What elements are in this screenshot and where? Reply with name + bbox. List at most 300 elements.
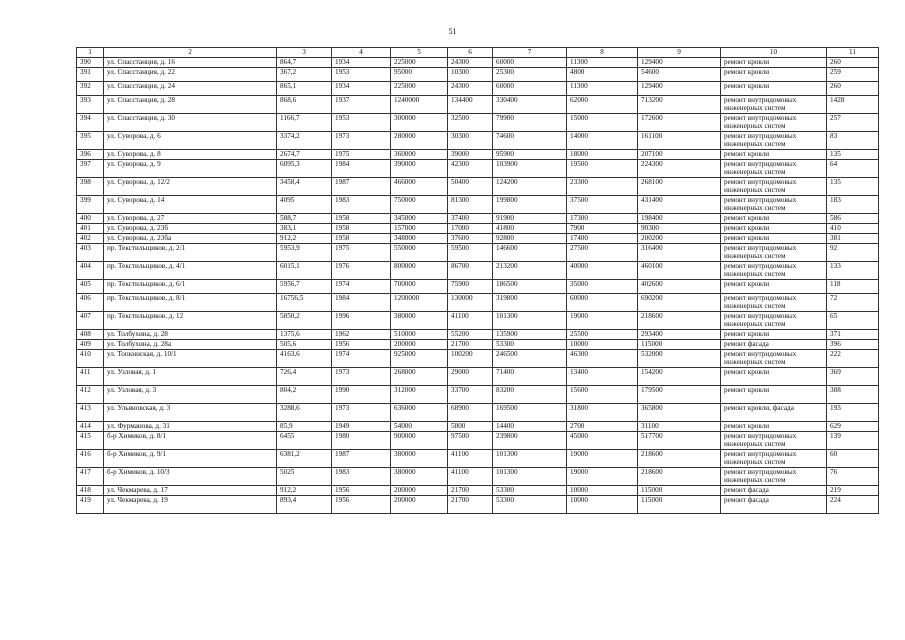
table-row <box>77 386 879 404</box>
unit-cost-cell: 410 <box>827 224 879 234</box>
table-row <box>77 262 879 280</box>
cost-col7-cell: 95900 <box>493 150 567 160</box>
total-cost-cell: 280000 <box>391 132 448 150</box>
cost-col6-cell: 130000 <box>448 294 493 312</box>
cost-col8-cell: 27500 <box>567 244 638 262</box>
cost-col8-cell: 31800 <box>567 404 638 422</box>
cost-col7-cell: 135900 <box>493 330 567 340</box>
cost-col8-cell: 19000 <box>567 312 638 330</box>
work-type-cell: ремонт внутридомовых инженерных систем <box>721 432 827 450</box>
cost-col8-cell: 7900 <box>567 224 638 234</box>
unit-cost-cell: 183 <box>827 196 879 214</box>
area-cell: 5953,9 <box>277 244 332 262</box>
address-cell: пр. Текстильщиков, д. 4/1 <box>104 262 277 280</box>
cost-col7-cell: 146600 <box>493 244 567 262</box>
cost-col8-cell: 35000 <box>567 280 638 294</box>
cost-col6-cell: 29000 <box>448 368 493 386</box>
cost-col7-cell: 213200 <box>493 262 567 280</box>
year-cell: 1956 <box>332 496 391 514</box>
work-type-cell: ремонт внутридомовых инженерных систем <box>721 114 827 132</box>
total-cost-cell: 300000 <box>391 114 448 132</box>
area-cell: 912,2 <box>277 234 332 244</box>
cost-col6-cell: 134400 <box>448 96 493 114</box>
table-row <box>77 468 879 486</box>
address-cell: ул. Чекмарева, д. 19 <box>104 496 277 514</box>
cost-col7-cell: 60000 <box>493 82 567 96</box>
area-cell: 4095 <box>277 196 332 214</box>
cost-col8-cell: 10000 <box>567 496 638 514</box>
work-type-cell: ремонт внутридомовых инженерных систем <box>721 468 827 486</box>
work-type-cell: ремонт внутридомовых инженерных систем <box>721 132 827 150</box>
cost-col6-cell: 21700 <box>448 340 493 350</box>
table-row <box>77 404 879 422</box>
year-cell: 1937 <box>332 96 391 114</box>
row-number-cell: 407 <box>77 312 104 330</box>
work-type-cell: ремонт фасада <box>721 496 827 514</box>
table-row <box>77 350 879 368</box>
address-cell: пр. Текстильщиков, д. 8/1 <box>104 294 277 312</box>
area-cell: 2674,7 <box>277 150 332 160</box>
work-type-cell: ремонт кровли <box>721 68 827 82</box>
total-cost-cell: 700000 <box>391 280 448 294</box>
total-cost-cell: 390000 <box>391 160 448 178</box>
table-row <box>77 150 879 160</box>
address-cell: ул. Суворова, д. 6 <box>104 132 277 150</box>
cost-col9-cell: 154200 <box>638 368 721 386</box>
unit-cost-cell: 135 <box>827 178 879 196</box>
cost-col7-cell: 53300 <box>493 486 567 496</box>
work-type-cell: ремонт внутридомовых инженерных систем <box>721 294 827 312</box>
unit-cost-cell: 388 <box>827 386 879 404</box>
work-type-cell: ремонт внутридомовых инженерных систем <box>721 244 827 262</box>
cost-col7-cell: 25300 <box>493 68 567 82</box>
cost-col9-cell: 713200 <box>638 96 721 114</box>
year-cell: 1958 <box>332 234 391 244</box>
cost-col8-cell: 14000 <box>567 132 638 150</box>
unit-cost-cell: 369 <box>827 368 879 386</box>
cost-col7-cell: 186500 <box>493 280 567 294</box>
area-cell: 804,2 <box>277 386 332 404</box>
area-cell: 85,9 <box>277 422 332 432</box>
cost-col8-cell: 62000 <box>567 96 638 114</box>
work-type-cell: ремонт кровли <box>721 224 827 234</box>
area-cell: 5850,2 <box>277 312 332 330</box>
cost-col7-cell: 74600 <box>493 132 567 150</box>
row-number-cell: 399 <box>77 196 104 214</box>
area-cell: 864,7 <box>277 58 332 68</box>
area-cell: 3458,4 <box>277 178 332 196</box>
table-row <box>77 294 879 312</box>
area-cell: 5025 <box>277 468 332 486</box>
table-row <box>77 214 879 224</box>
cost-col6-cell: 5800 <box>448 422 493 432</box>
cost-col6-cell: 21700 <box>448 496 493 514</box>
year-cell: 1949 <box>332 422 391 432</box>
cost-col8-cell: 11300 <box>567 58 638 68</box>
year-cell: 1962 <box>332 330 391 340</box>
total-cost-cell: 925000 <box>391 350 448 368</box>
address-cell: ул. Суворова, д. 9 <box>104 160 277 178</box>
table-row <box>77 196 879 214</box>
cost-col6-cell: 32500 <box>448 114 493 132</box>
row-number-cell: 412 <box>77 386 104 404</box>
unit-cost-cell: 1428 <box>827 96 879 114</box>
cost-col9-cell: 198400 <box>638 214 721 224</box>
row-number-cell: 394 <box>77 114 104 132</box>
total-cost-cell: 54000 <box>391 422 448 432</box>
row-number-cell: 398 <box>77 178 104 196</box>
cost-col8-cell: 19000 <box>567 450 638 468</box>
area-cell: 1166,7 <box>277 114 332 132</box>
cost-col7-cell: 60000 <box>493 58 567 68</box>
total-cost-cell: 95000 <box>391 68 448 82</box>
total-cost-cell: 225000 <box>391 82 448 96</box>
cost-col8-cell: 25500 <box>567 330 638 340</box>
cost-col6-cell: 24300 <box>448 82 493 96</box>
table-row <box>77 432 879 450</box>
cost-col8-cell: 23300 <box>567 178 638 196</box>
work-type-cell: ремонт фасада <box>721 486 827 496</box>
year-cell: 1953 <box>332 68 391 82</box>
cost-col7-cell: 246500 <box>493 350 567 368</box>
total-cost-cell: 200000 <box>391 496 448 514</box>
year-cell: 1973 <box>332 132 391 150</box>
address-cell: б-р Химиков, д. 9/1 <box>104 450 277 468</box>
cost-col9-cell: 365800 <box>638 404 721 422</box>
total-cost-cell: 800000 <box>391 262 448 280</box>
total-cost-cell: 550000 <box>391 244 448 262</box>
total-cost-cell: 636000 <box>391 404 448 422</box>
table-row <box>77 486 879 496</box>
cost-col7-cell: 83200 <box>493 386 567 404</box>
unit-cost-cell: 260 <box>827 58 879 68</box>
cost-col7-cell: 169500 <box>493 404 567 422</box>
cost-col6-cell: 100200 <box>448 350 493 368</box>
year-cell: 1934 <box>332 82 391 96</box>
address-cell: ул. Суворова, д. 12/2 <box>104 178 277 196</box>
address-cell: ул. Толбухина, д. 28 <box>104 330 277 340</box>
cost-col6-cell: 68900 <box>448 404 493 422</box>
year-cell: 1990 <box>332 386 391 404</box>
work-type-cell: ремонт внутридомовых инженерных систем <box>721 160 827 178</box>
cost-col6-cell: 59500 <box>448 244 493 262</box>
table-row <box>77 244 879 262</box>
cost-col6-cell: 24300 <box>448 58 493 68</box>
cost-col9-cell: 172600 <box>638 114 721 132</box>
total-cost-cell: 380000 <box>391 468 448 486</box>
row-number-cell: 414 <box>77 422 104 432</box>
table-row <box>77 280 879 294</box>
address-cell: ул. Узловая, д. 3 <box>104 386 277 404</box>
cost-col7-cell: 14400 <box>493 422 567 432</box>
cost-col9-cell: 179500 <box>638 386 721 404</box>
year-cell: 1953 <box>332 114 391 132</box>
cost-col9-cell: 218600 <box>638 450 721 468</box>
work-type-cell: ремонт кровли <box>721 422 827 432</box>
year-cell: 1956 <box>332 340 391 350</box>
column-number: 1 <box>77 48 104 58</box>
unit-cost-cell: 65 <box>827 312 879 330</box>
total-cost-cell: 510000 <box>391 330 448 340</box>
cost-col9-cell: 90300 <box>638 224 721 234</box>
address-cell: ул. Топкинская, д. 10/1 <box>104 350 277 368</box>
unit-cost-cell: 257 <box>827 114 879 132</box>
cost-col9-cell: 224300 <box>638 160 721 178</box>
year-cell: 1983 <box>332 468 391 486</box>
table-row <box>77 450 879 468</box>
row-number-cell: 411 <box>77 368 104 386</box>
cost-col6-cell: 41100 <box>448 450 493 468</box>
work-type-cell: ремонт внутридомовых инженерных систем <box>721 196 827 214</box>
year-cell: 1976 <box>332 262 391 280</box>
table-row <box>77 114 879 132</box>
work-type-cell: ремонт кровли <box>721 214 827 224</box>
column-number: 7 <box>493 48 567 58</box>
cost-col7-cell: 101300 <box>493 450 567 468</box>
address-cell: ул. Спасстанция, д. 30 <box>104 114 277 132</box>
cost-col9-cell: 115000 <box>638 496 721 514</box>
column-number: 6 <box>448 48 493 58</box>
cost-col9-cell: 129400 <box>638 58 721 68</box>
cost-col9-cell: 218600 <box>638 468 721 486</box>
year-cell: 1987 <box>332 450 391 468</box>
column-number: 5 <box>391 48 448 58</box>
work-type-cell: ремонт кровли <box>721 280 827 294</box>
cost-col7-cell: 71400 <box>493 368 567 386</box>
cost-col8-cell: 13400 <box>567 368 638 386</box>
unit-cost-cell: 396 <box>827 340 879 350</box>
cost-col7-cell: 79900 <box>493 114 567 132</box>
unit-cost-cell: 222 <box>827 350 879 368</box>
column-number: 9 <box>638 48 721 58</box>
column-number: 10 <box>721 48 827 58</box>
cost-col6-cell: 10300 <box>448 68 493 82</box>
work-type-cell: ремонт внутридомовых инженерных систем <box>721 178 827 196</box>
address-cell: б-р Химиков, д. 10/3 <box>104 468 277 486</box>
table-row <box>77 234 879 244</box>
cost-col9-cell: 517700 <box>638 432 721 450</box>
year-cell: 1996 <box>332 312 391 330</box>
unit-cost-cell: 224 <box>827 496 879 514</box>
row-number-cell: 417 <box>77 468 104 486</box>
cost-col6-cell: 30300 <box>448 132 493 150</box>
cost-col9-cell: 690200 <box>638 294 721 312</box>
unit-cost-cell: 92 <box>827 244 879 262</box>
area-cell: 505,6 <box>277 340 332 350</box>
cost-col9-cell: 200200 <box>638 234 721 244</box>
address-cell: б-р Химиков, д. 8/1 <box>104 432 277 450</box>
cost-col9-cell: 207100 <box>638 150 721 160</box>
total-cost-cell: 348000 <box>391 234 448 244</box>
work-type-cell: ремонт кровли <box>721 82 827 96</box>
area-cell: 912,2 <box>277 486 332 496</box>
cost-col7-cell: 124200 <box>493 178 567 196</box>
unit-cost-cell: 193 <box>827 404 879 422</box>
area-cell: 6381,2 <box>277 450 332 468</box>
work-type-cell: ремонт кровли <box>721 368 827 386</box>
area-cell: 868,6 <box>277 96 332 114</box>
row-number-cell: 395 <box>77 132 104 150</box>
unit-cost-cell: 219 <box>827 486 879 496</box>
cost-col6-cell: 86700 <box>448 262 493 280</box>
cost-col6-cell: 21700 <box>448 486 493 496</box>
cost-col8-cell: 40000 <box>567 262 638 280</box>
row-number-cell: 409 <box>77 340 104 350</box>
address-cell: ул. Чекмарева, д. 17 <box>104 486 277 496</box>
cost-col8-cell: 45000 <box>567 432 638 450</box>
table-row <box>77 178 879 196</box>
year-cell: 1980 <box>332 432 391 450</box>
address-cell: ул. Фурманова, д. 31 <box>104 422 277 432</box>
total-cost-cell: 1240000 <box>391 96 448 114</box>
unit-cost-cell: 259 <box>827 68 879 82</box>
address-cell: ул. Спасстанция, д. 22 <box>104 68 277 82</box>
total-cost-cell: 360000 <box>391 150 448 160</box>
total-cost-cell: 345000 <box>391 214 448 224</box>
row-number-cell: 401 <box>77 224 104 234</box>
cost-col8-cell: 18000 <box>567 150 638 160</box>
cost-col9-cell: 54600 <box>638 68 721 82</box>
cost-col7-cell: 101300 <box>493 312 567 330</box>
year-cell: 1987 <box>332 178 391 196</box>
work-type-cell: ремонт внутридомовых инженерных систем <box>721 96 827 114</box>
area-cell: 6095,3 <box>277 160 332 178</box>
address-cell: ул. Суворова, д. 27 <box>104 214 277 224</box>
work-type-cell: ремонт кровли <box>721 330 827 340</box>
table-row <box>77 312 879 330</box>
address-cell: ул. Ульяновская, д. 3 <box>104 404 277 422</box>
address-cell: ул. Суворова, д. 8 <box>104 150 277 160</box>
year-cell: 1958 <box>332 224 391 234</box>
year-cell: 1956 <box>332 486 391 496</box>
row-number-cell: 393 <box>77 96 104 114</box>
area-cell: 16756,5 <box>277 294 332 312</box>
row-number-cell: 404 <box>77 262 104 280</box>
total-cost-cell: 200000 <box>391 486 448 496</box>
table-row <box>77 368 879 386</box>
cost-col6-cell: 41100 <box>448 468 493 486</box>
table-row <box>77 224 879 234</box>
table-row <box>77 58 879 68</box>
work-type-cell: ремонт кровли <box>721 234 827 244</box>
cost-col6-cell: 97500 <box>448 432 493 450</box>
unit-cost-cell: 629 <box>827 422 879 432</box>
row-number-cell: 390 <box>77 58 104 68</box>
cost-col9-cell: 268100 <box>638 178 721 196</box>
work-type-cell: ремонт внутридомовых инженерных систем <box>721 450 827 468</box>
repair-table <box>76 47 879 514</box>
work-type-cell: ремонт внутридомовых инженерных систем <box>721 312 827 330</box>
area-cell: 865,1 <box>277 82 332 96</box>
work-type-cell: ремонт внутридомовых инженерных систем <box>721 262 827 280</box>
row-number-cell: 400 <box>77 214 104 224</box>
cost-col8-cell: 10000 <box>567 486 638 496</box>
cost-col9-cell: 218600 <box>638 312 721 330</box>
table-row <box>77 160 879 178</box>
year-cell: 1973 <box>332 368 391 386</box>
area-cell: 6455 <box>277 432 332 450</box>
unit-cost-cell: 72 <box>827 294 879 312</box>
cost-col7-cell: 53300 <box>493 340 567 350</box>
area-cell: 588,7 <box>277 214 332 224</box>
row-number-cell: 396 <box>77 150 104 160</box>
cost-col8-cell: 10000 <box>567 340 638 350</box>
unit-cost-cell: 381 <box>827 234 879 244</box>
cost-col7-cell: 199800 <box>493 196 567 214</box>
cost-col8-cell: 19000 <box>567 468 638 486</box>
cost-col8-cell: 60000 <box>567 294 638 312</box>
cost-col6-cell: 81300 <box>448 196 493 214</box>
table-row <box>77 496 879 514</box>
total-cost-cell: 750000 <box>391 196 448 214</box>
cost-col8-cell: 2700 <box>567 422 638 432</box>
column-number: 2 <box>104 48 277 58</box>
cost-col9-cell: 31100 <box>638 422 721 432</box>
unit-cost-cell: 371 <box>827 330 879 340</box>
table-row <box>77 82 879 96</box>
total-cost-cell: 466000 <box>391 178 448 196</box>
address-cell: ул. Толбухина, д. 28а <box>104 340 277 350</box>
table-row <box>77 68 879 82</box>
unit-cost-cell: 60 <box>827 450 879 468</box>
area-cell: 5956,7 <box>277 280 332 294</box>
row-number-cell: 416 <box>77 450 104 468</box>
address-cell: пр. Текстильщиков, д. 6/1 <box>104 280 277 294</box>
unit-cost-cell: 133 <box>827 262 879 280</box>
unit-cost-cell: 83 <box>827 132 879 150</box>
area-cell: 6015,1 <box>277 262 332 280</box>
area-cell: 383,1 <box>277 224 332 234</box>
total-cost-cell: 380000 <box>391 312 448 330</box>
unit-cost-cell: 64 <box>827 160 879 178</box>
table-row <box>77 96 879 114</box>
unit-cost-cell: 586 <box>827 214 879 224</box>
row-number-cell: 413 <box>77 404 104 422</box>
cost-col9-cell: 402600 <box>638 280 721 294</box>
cost-col7-cell: 41800 <box>493 224 567 234</box>
total-cost-cell: 900000 <box>391 432 448 450</box>
year-cell: 1974 <box>332 350 391 368</box>
total-cost-cell: 225000 <box>391 58 448 68</box>
table-body <box>77 58 879 514</box>
table-row <box>77 132 879 150</box>
cost-col9-cell: 532000 <box>638 350 721 368</box>
address-cell: пр. Текстильщиков, д. 12 <box>104 312 277 330</box>
total-cost-cell: 380000 <box>391 450 448 468</box>
address-cell: ул. Спасстанция, д. 28 <box>104 96 277 114</box>
area-cell: 3374,2 <box>277 132 332 150</box>
cost-col7-cell: 92800 <box>493 234 567 244</box>
cost-col7-cell: 53300 <box>493 496 567 514</box>
address-cell: ул. Суворова, д. 14 <box>104 196 277 214</box>
cost-col8-cell: 11300 <box>567 82 638 96</box>
cost-col6-cell: 17000 <box>448 224 493 234</box>
work-type-cell: ремонт кровли <box>721 150 827 160</box>
work-type-cell: ремонт кровли <box>721 58 827 68</box>
cost-col6-cell: 33700 <box>448 386 493 404</box>
year-cell: 1958 <box>332 214 391 224</box>
total-cost-cell: 157000 <box>391 224 448 234</box>
cost-col8-cell: 37500 <box>567 196 638 214</box>
column-number: 4 <box>332 48 391 58</box>
cost-col8-cell: 4800 <box>567 68 638 82</box>
row-number-cell: 391 <box>77 68 104 82</box>
unit-cost-cell: 76 <box>827 468 879 486</box>
cost-col6-cell: 42300 <box>448 160 493 178</box>
column-number-row <box>77 48 879 58</box>
column-number: 3 <box>277 48 332 58</box>
row-number-cell: 410 <box>77 350 104 368</box>
